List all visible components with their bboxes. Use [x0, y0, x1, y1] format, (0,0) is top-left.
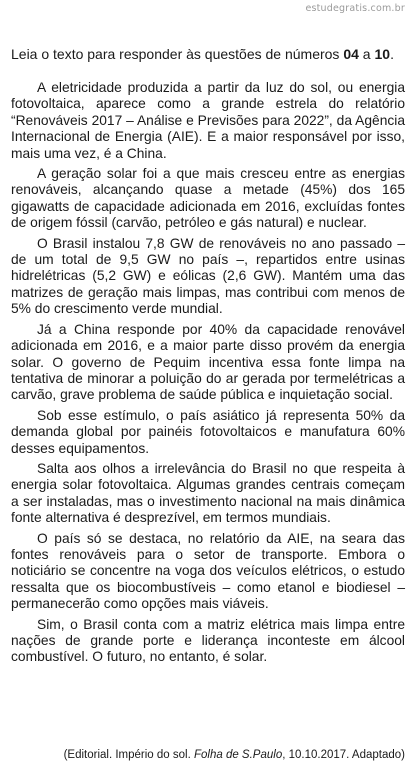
instruction-suffix: .	[390, 46, 394, 62]
question-start-number: 04	[343, 46, 359, 62]
site-watermark: estudegratis.com.br	[305, 3, 405, 14]
source-citation	[64, 748, 405, 762]
paragraph-6: Salta aos olhos a irrelevância do Brasil no que respeita à energia solar fotovoltaica. Algumas grandes centrais começam a ser instaladas, mas o investimento nacional na mais dinâmica fonte alternativa é desprezível, em termos mundiais.	[11, 460, 405, 526]
paragraph-8: Sim, o Brasil conta com a matriz elétrica mais limpa entre nações de grande porte e liderança inconteste em álcool combustível. O futuro, no entanto, é solar.	[11, 616, 405, 665]
editorial-text	[11, 80, 405, 670]
question-end-number: 10	[374, 46, 391, 62]
paragraph-2: A geração solar foi a que mais cresceu entre as energias renováveis, alcançando quase a metade (45%) dos 165 gigawatts de capacidade adicionada em 2016, excluídas fontes de origem fóssil (carvão, petróleo e gás natural) e nuclear.	[11, 166, 405, 231]
source-publication: Folha de S.Paulo	[193, 749, 283, 761]
paragraph-7: O país só se destaca, no relatório da AIE, na seara das fontes renováveis para o setor de transporte. Embora o noticiário se concentre na voga dos veículos elétricos, o estudo ressalta que os biocombustíveis – como etanol e biodiesel – permanecerão como opções mais viáveis.	[11, 530, 405, 612]
paragraph-5: Sob esse estímulo, o país asiático já representa 50% da demanda global por painéis fotovoltaicos e manufatura 60% desses equipamentos.	[11, 407, 405, 456]
instruction-prefix: Leia o texto para responder às questões de números	[11, 46, 344, 62]
source-suffix: , 10.10.2017. Adaptado)	[282, 749, 405, 761]
paragraph-4: Já a China responde por 40% da capacidade renovável adicionada em 2016, e a maior parte disso provém da energia solar. O governo de Pequim incentiva essa fonte limpa na tentativa de minorar a poluição do ar gerada por termelétricas a carvão, grave problema de saúde pública e inquietação social.	[11, 321, 405, 403]
paragraph-3: O Brasil instalou 7,8 GW de renováveis no ano passado – de um total de 9,5 GW no país –, repartidos entre usinas hidrelétricas (5,2 GW) e eólicas (2,6 GW). Mantém uma das matrizes de geração mais limpas, mas contribui com menos de 5% do crescimento verde mundial.	[11, 235, 405, 317]
instruction-middle: a	[358, 46, 375, 62]
paragraph-1: A eletricidade produzida a partir da luz do sol, ou energia fotovoltaica, aparece como a grande estrela do relatório “Renováveis 2017 – Análise e Previsões para 2022”, da Agência Internacional de Energia (AIE). E a maior responsável por isso, mais uma vez, é a China.	[11, 80, 405, 161]
source-prefix: (Editorial. Império do sol.	[63, 749, 194, 761]
instruction-line	[11, 45, 407, 63]
